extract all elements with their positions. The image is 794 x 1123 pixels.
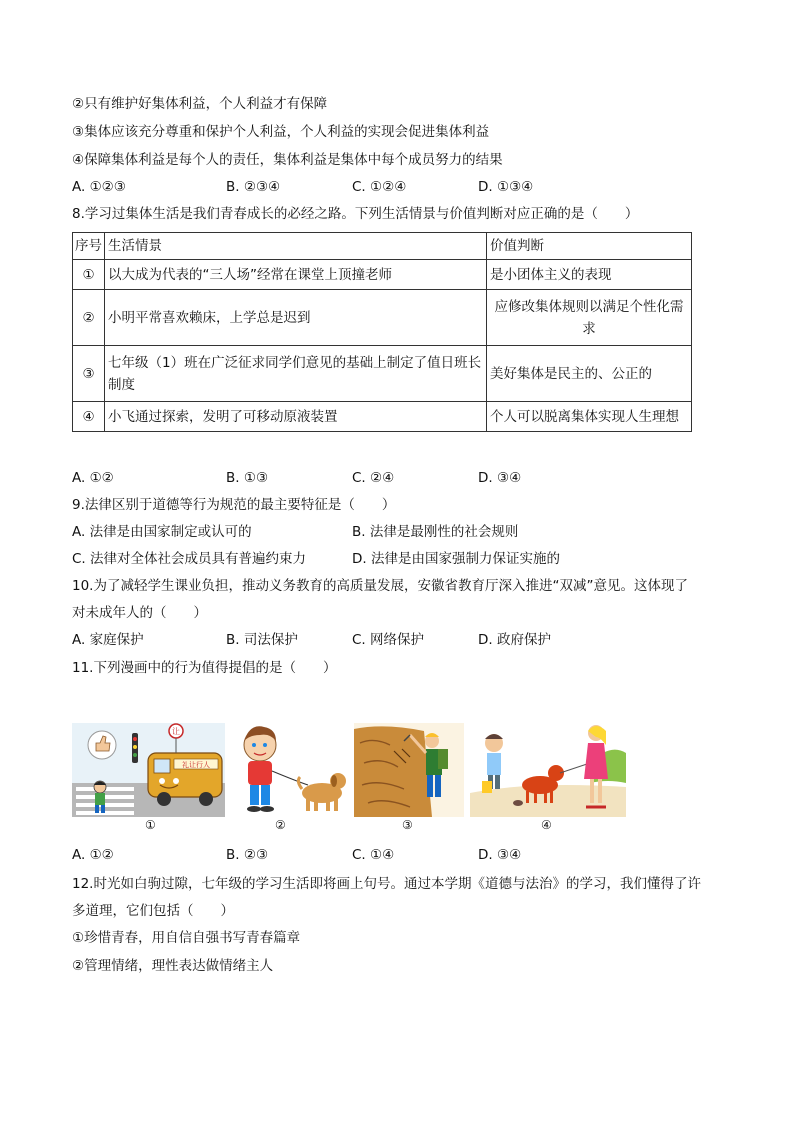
q8-table: [72, 232, 692, 432]
q10-stem-line1: 10.为了减轻学生课业负担，推动义务教育的高质量发展，安徽省教育厅深入推进“双减”意见。这体现了: [72, 578, 688, 594]
comic-1-illustration: [72, 723, 225, 817]
q10-stem-line2: 对未成年人的（ ）: [72, 605, 207, 621]
q7-statement-3: ③集体应该充分尊重和保护个人利益，个人利益的实现会促进集体利益: [72, 124, 490, 140]
q12-stem-line2: 多道理，它们包括（ ）: [72, 903, 234, 919]
comic-4-dog-mess: [470, 723, 626, 817]
q7-options: [72, 177, 732, 197]
q8-option-a[interactable]: A. ①②: [72, 470, 114, 486]
q10-options: [72, 630, 732, 650]
q8-stem: 8.学习过集体生活是我们青春成长的必经之路。下列生活情景与价值判断对应正确的是（ ）: [72, 206, 639, 222]
comic-2-illustration: [230, 723, 348, 817]
comic-2-caption: ②: [275, 818, 286, 832]
q11-options: [72, 845, 732, 865]
q9-option-b[interactable]: B. 法律是最刚性的社会规则: [352, 524, 519, 540]
q11-stem: 11.下列漫画中的行为值得提倡的是（ ）: [72, 660, 337, 676]
comic-1-caption: ①: [145, 818, 156, 832]
table-header-row: [73, 233, 692, 260]
q10-option-d[interactable]: D. 政府保护: [478, 632, 551, 648]
row-scene: 七年级（1）班在广泛征求同学们意见的基础上制定了值日班长制度: [105, 346, 487, 402]
q11-option-b[interactable]: B. ②③: [226, 847, 269, 863]
q10-option-b[interactable]: B. 司法保护: [226, 632, 298, 648]
q7-option-b[interactable]: B. ②③④: [226, 179, 281, 195]
q8-option-b[interactable]: B. ①③: [226, 470, 269, 486]
q7-option-a[interactable]: A. ①②③: [72, 179, 126, 195]
row-judgement: 是小团体主义的表现: [487, 260, 692, 290]
q10-option-a[interactable]: A. 家庭保护: [72, 632, 144, 648]
row-scene: 小飞通过探索，发明了可移动原液装置: [105, 402, 487, 432]
q9-options-row2: [72, 549, 732, 569]
comic-3-illustration: [354, 723, 464, 817]
q7-statement-2: ②只有维护好集体利益，个人利益才有保障: [72, 96, 328, 112]
q10-option-c[interactable]: C. 网络保护: [352, 632, 425, 648]
q9-option-a[interactable]: A. 法律是由国家制定或认可的: [72, 524, 252, 540]
q11-option-a[interactable]: A. ①②: [72, 847, 114, 863]
row-scene: 小明平常喜欢赖床，上学总是迟到: [105, 290, 487, 346]
row-scene: 以大成为代表的“三人场”经常在课堂上顶撞老师: [105, 260, 487, 290]
q8-option-c[interactable]: C. ②④: [352, 470, 395, 486]
comic-4-caption: ④: [541, 818, 552, 832]
q7-statement-4: ④保障集体利益是每个人的责任，集体利益是集体中每个成员努力的结果: [72, 152, 503, 168]
row-judgement: 应修改集体规则以满足个性化需求: [487, 290, 692, 346]
header-cell: 生活情景: [105, 233, 487, 260]
row-number: ②: [73, 290, 105, 346]
q11-option-c[interactable]: C. ①④: [352, 847, 395, 863]
row-number: ①: [73, 260, 105, 290]
row-number: ④: [73, 402, 105, 432]
q9-stem: 9.法律区别于道德等行为规范的最主要特征是（ ）: [72, 497, 396, 513]
table-row: [73, 346, 692, 402]
row-judgement: 个人可以脱离集体实现人生理想: [487, 402, 692, 432]
row-judgement: 美好集体是民主的、公正的: [487, 346, 692, 402]
comic-2-dog-walking: [230, 723, 348, 817]
q9-option-c[interactable]: C. 法律对全体社会成员具有普遍约束力: [72, 551, 307, 567]
q7-option-c[interactable]: C. ①②④: [352, 179, 407, 195]
q9-options-row1: [72, 522, 732, 542]
q8-options: [72, 468, 732, 488]
comic-1-crosswalk: [72, 723, 225, 817]
q12-stem-line1: 12.时光如白驹过隙，七年级的学习生活即将画上句号。通过本学期《道德与法治》的学习，我们懂得了许: [72, 876, 701, 892]
q9-option-d[interactable]: D. 法律是由国家强制力保证实施的: [352, 551, 560, 567]
q11-option-d[interactable]: D. ③④: [478, 847, 522, 863]
row-number: ③: [73, 346, 105, 402]
comic-3-rock-carving: [354, 723, 464, 817]
header-cell: 序号: [73, 233, 105, 260]
table-row: [73, 260, 692, 290]
comic-4-illustration: [470, 723, 626, 817]
q7-option-d[interactable]: D. ①③④: [478, 179, 534, 195]
bus-banner-text: 礼让行人: [182, 761, 210, 769]
comic-3-caption: ③: [402, 818, 413, 832]
header-cell: 价值判断: [487, 233, 692, 260]
table-row: [73, 290, 692, 346]
bus-yield-sign: 让: [172, 727, 180, 736]
q12-statement-1: ①珍惜青春，用自信自强书写青春篇章: [72, 930, 301, 946]
q8-option-d[interactable]: D. ③④: [478, 470, 522, 486]
table-row: [73, 402, 692, 432]
q12-statement-2: ②管理情绪，理性表达做情绪主人: [72, 958, 274, 974]
